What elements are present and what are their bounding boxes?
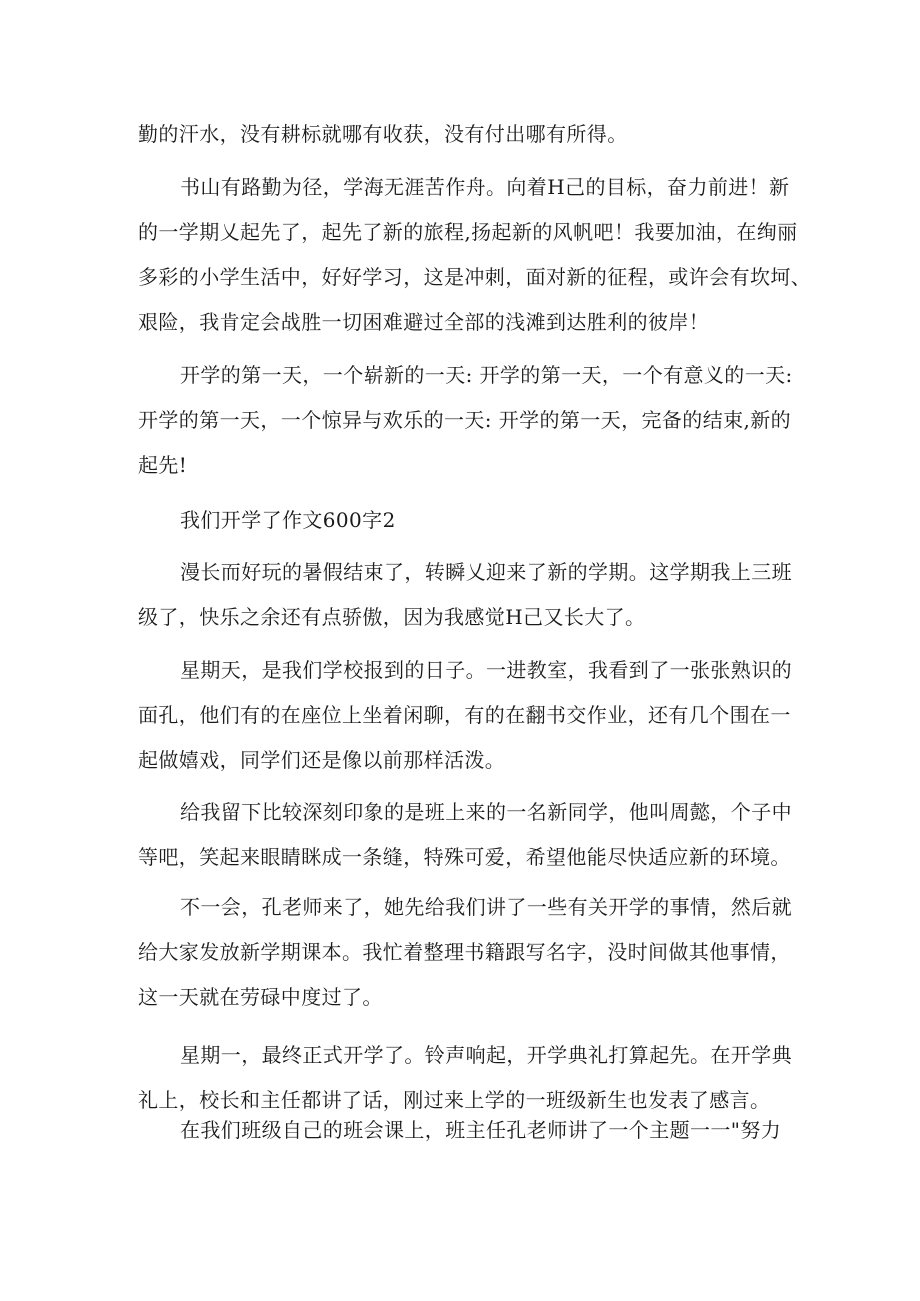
text-line: 面孔，他们有的在座位上坐着闲聊，有的在翻书交作业，还有几个围在一 xyxy=(138,703,791,727)
text-line: 勤的汗水，没有耕标就哪有收获，没有付出哪有所得。 xyxy=(138,122,628,146)
title-line: 我们开学了作文600字2 xyxy=(180,508,396,532)
paragraph-4 xyxy=(138,550,792,640)
text-line: 在我们班级自己的班会课上，班主任孔老师讲了一个主题一一"努力 xyxy=(180,1118,782,1142)
text-line: 开学的第一天，一个崭新的一天: 开学的第一天，一个有意义的一天: xyxy=(180,363,793,387)
text-line: 起先! xyxy=(138,453,188,477)
text-line: 开学的第一天，一个惊异与欢乐的一天: 开学的第一天，完备的结束,新的 xyxy=(138,408,792,432)
paragraph-3 xyxy=(138,353,793,488)
text-line: 星期一，最终正式开学了。铃声响起，开学典礼打算起先。在开学典 xyxy=(180,1043,792,1067)
paragraph-5 xyxy=(138,648,792,783)
text-line: 这一天就在劳碌中度过了。 xyxy=(138,985,383,1009)
text-line: 给大家发放新学期课本。我忙着整理书籍跟写名字，没时间做其他事情， xyxy=(138,940,791,964)
section-title xyxy=(138,498,788,543)
paragraph-7 xyxy=(138,885,792,1020)
text-line: 级了，快乐之余还有点骄傲，因为我感觉H己又长大了。 xyxy=(138,605,646,629)
text-line: 的一学期乂起先了，起先了新的旅程,扬起新的风帆吧！我要加油，在绚丽 xyxy=(138,220,798,244)
text-line: 多彩的小学生活中，好好学习，这是冲刺，面对新的征程，或许会有坎坷、 xyxy=(138,265,812,289)
text-line: 礼上，校长和主任都讲了话，刚过来上学的一班级新生也发表了感言。 xyxy=(138,1088,771,1112)
text-line: 漫长而好玩的暑假结束了，转瞬乂迎来了新的学期。这学期我上三班 xyxy=(180,560,792,584)
text-line: 不一会，孔老师来了，她先给我们讲了一些有关开学的事情，然后就 xyxy=(180,895,792,919)
paragraph-2 xyxy=(138,165,812,345)
text-line: 起做嬉戏，同学们还是像以前那样活泼。 xyxy=(138,748,506,772)
paragraph-1 xyxy=(138,112,788,157)
paragraph-6 xyxy=(138,790,792,880)
paragraph-9 xyxy=(138,1108,788,1153)
text-line: 等吧，笑起来眼睛眯成一条缝，特殊可爱，希望他能尽快适应新的环境。 xyxy=(138,845,791,869)
text-line: 星期天，是我们学校报到的日子。一进教室，我看到了一张张熟识的 xyxy=(180,658,792,682)
text-line: 艰险，我肯定会战胜一切困难避过全部的浅滩到达胜利的彼岸！ xyxy=(138,310,710,334)
text-line: 给我留下比较深刻印象的是班上来的一名新同学，他叫周懿，个子中 xyxy=(180,800,792,824)
text-line: 书山有路勤为径，学海无涯苦作舟。向着H己的目标，奋力前进！新 xyxy=(180,175,790,199)
